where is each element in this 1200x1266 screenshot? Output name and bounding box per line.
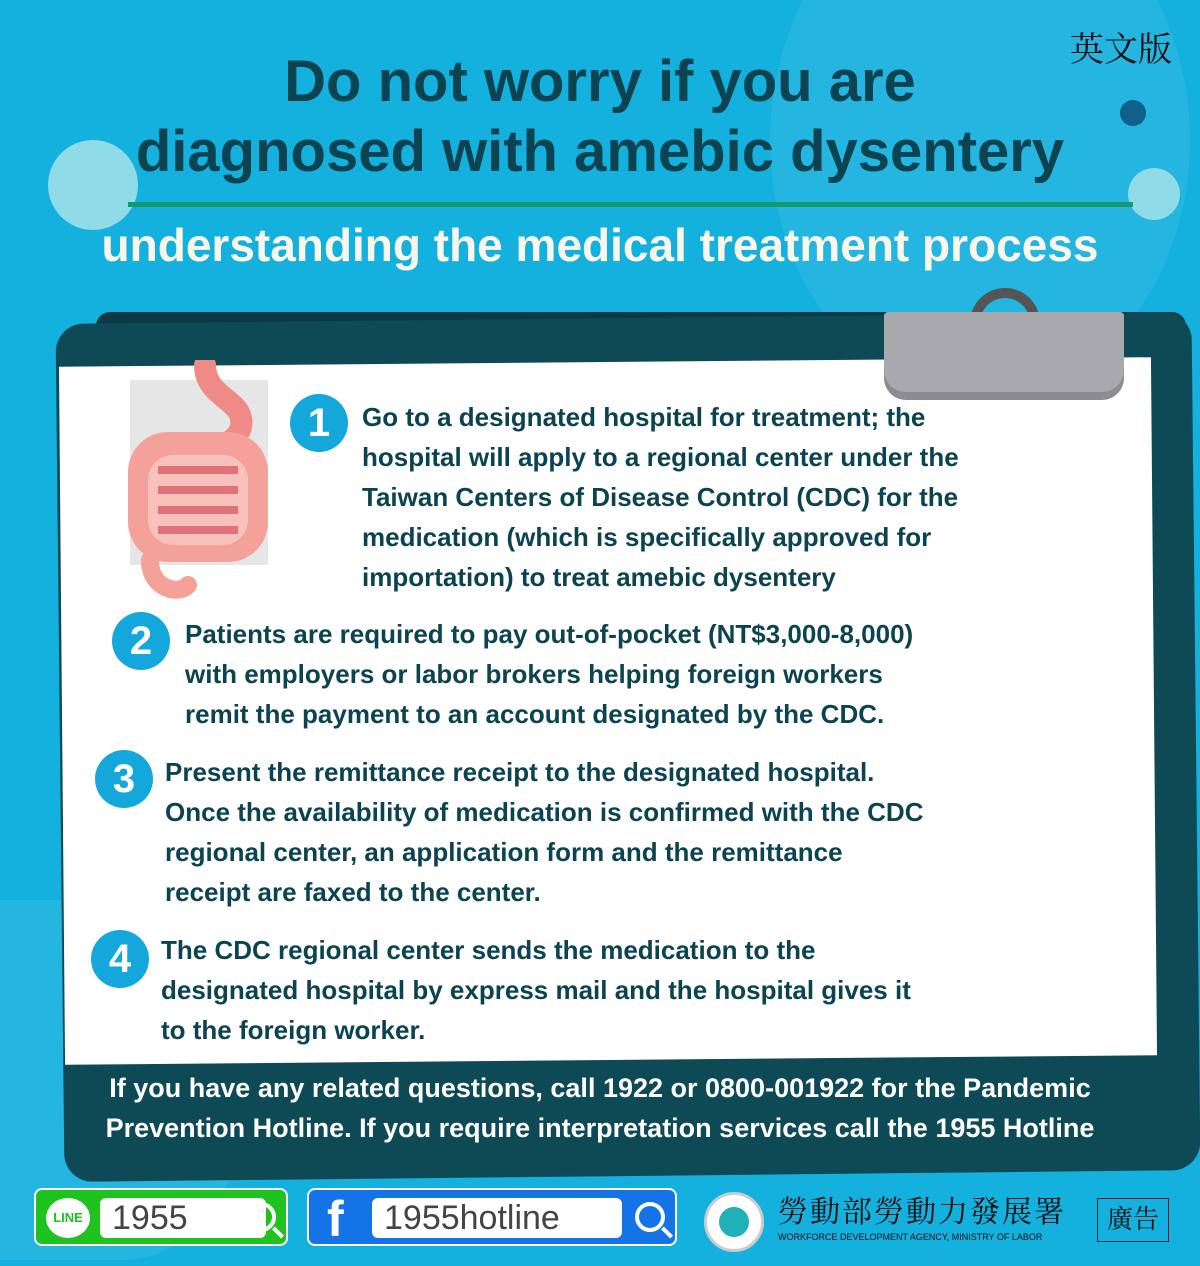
line-search-field[interactable]: 1955	[100, 1198, 266, 1238]
title-divider	[128, 202, 1133, 207]
language-badge: 英文版	[1070, 30, 1172, 70]
advertisement-label: 廣告	[1097, 1198, 1169, 1242]
agency-name-en: WORKFORCE DEVELOPMENT AGENCY, MINISTRY OF LABOR	[778, 1232, 1043, 1242]
facebook-logo-icon: f	[327, 1191, 344, 1247]
step-1-text: Go to a designated hospital for treatment; the hospital will apply to a regional center under the Taiwan Centers of Disease Control (CDC) for the medication (which is specifically approved for importation) to treat amebic dysentery	[362, 402, 959, 592]
step-2-text: Patients are required to pay out-of-pocket (NT$3,000-8,000) with employers or labor brokers helping foreign workers remit the payment to an account designated by the CDC.	[185, 619, 914, 729]
subtitle: understanding the medical treatment process	[101, 219, 1099, 271]
step-4-text: The CDC regional center sends the medication to the designated hospital by express mail and the hospital gives it to the foreign worker.	[161, 935, 911, 1045]
page-title-line1: Do not worry if you are	[284, 49, 916, 114]
agency-name-zh: 勞動部勞動力發展署	[778, 1195, 1066, 1230]
hotline-note: If you have any related questions, call 1922 or 0800-001922 for the Pandemic Prevention Hotline. If you require interpretation services call the 1955 Hotline	[105, 1073, 1095, 1143]
page-title-line2: diagnosed with amebic dysentery	[135, 119, 1065, 184]
step-3-text: Present the remittance receipt to the designated hospital. Once the availability of medication is confirmed with the CDC regional center, an application form and the remittance receipt are faxed to the center.	[165, 757, 924, 907]
step-number-1: 1	[290, 394, 348, 452]
facebook-search-field[interactable]: 1955hotline	[372, 1198, 622, 1238]
intestine-icon	[110, 360, 280, 600]
clipboard-clip	[884, 312, 1124, 392]
line-search-button[interactable]	[34, 1188, 288, 1246]
step-number-3: 3	[95, 750, 153, 808]
agency-logo-icon	[704, 1192, 764, 1252]
line-logo-icon: LINE	[46, 1198, 90, 1238]
facebook-search-button[interactable]	[307, 1188, 677, 1246]
step-number-2: 2	[112, 612, 170, 670]
search-icon	[246, 1202, 276, 1232]
search-icon	[635, 1202, 665, 1232]
step-number-4: 4	[91, 930, 149, 988]
